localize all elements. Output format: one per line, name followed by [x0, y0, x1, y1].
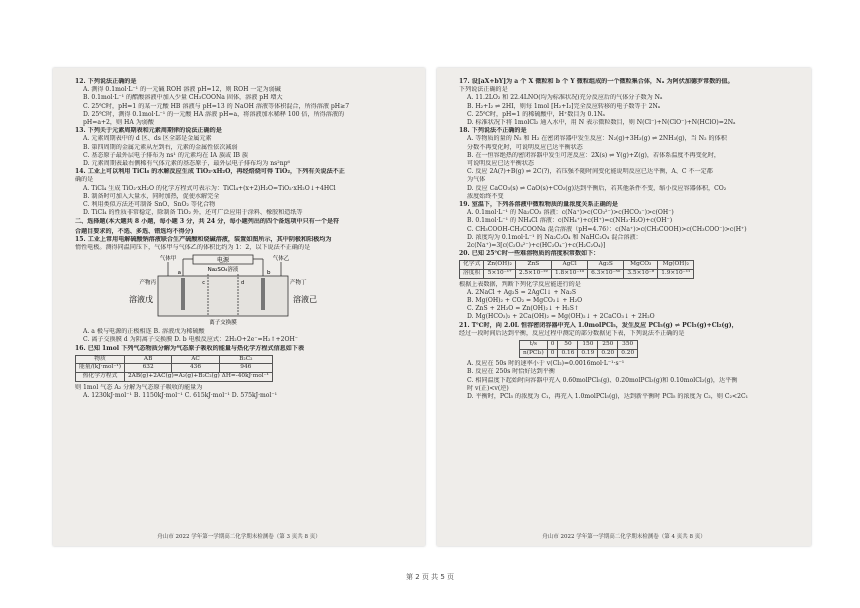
- q13-option-a: A. 元素周期表中的 d 区、ds 区全部是金属元素: [83, 135, 212, 143]
- q18-option-b: B. 在一恒容绝热的密闭容器中发生可逆反应：2X(s) ⇌ Y(g)+Z(g)，若体系温度不再变化时，: [467, 151, 721, 159]
- q17-option-b: B. H₂+I₂ ⇌ 2HI，则每 1mol [H₂+I₂]完全反应转移的电子数等于 2Nₐ: [467, 102, 661, 110]
- q21-option-a: A. 反应在 50s 时的速率小于 v(Cl₂)=0.0016mol·L⁻¹·s⁻¹: [467, 360, 625, 368]
- section-2-heading-cont: 合题目要求的，不选、多选、错选均不得分): [75, 227, 194, 235]
- q13-option-d: D. 元素周期表最右侧稀有气体元素的基态原子，最外层电子排布均为 ns²np⁶: [83, 160, 290, 168]
- q12-option-d: D. 25℃时，测得 0.1mol·L⁻¹ 的一元酸 HA 溶液 pH=a，将溶液加水稀释 100 倍，所得溶液的: [83, 110, 345, 118]
- right-exam-page: [437, 68, 811, 546]
- q19-option-b: B. 0.1mol·L⁻¹ 的 NH₄Cl 溶液：c(NH₄⁺)+c(H⁺)=c(NH₃·H₂O)+c(OH⁻): [467, 217, 673, 225]
- q19-option-c: C. CH₃COOH-CH₃COONa 混合溶液（pH=4.76）：c(Na⁺)>c(CH₃COOH)>c(CH₃COO⁻)>c(H⁺): [467, 225, 747, 233]
- product-c-label: 产物丙: [139, 280, 156, 287]
- q18-option-d-cont: 浓度始终不变: [467, 192, 504, 200]
- question-21-cont: 经过一段时间后达到平衡，反应过程中测定的部分数据见下表，下列说法不正确的是: [459, 329, 685, 337]
- q18-option-d: D. 反应 CaCO₃(s) ⇌ CaO(s)+CO₂(g)达到平衡后，若其他条件不变，缩小反应容器体积，CO₂: [467, 184, 727, 192]
- q20-option-c: C. ZnS + 2H₂O = Zn(OH)₂↓ + H₂S↑: [467, 305, 580, 313]
- q20-option-b: B. Mg(OH)₂ + CO₂ = MgCO₃↓ + H₂O: [467, 297, 583, 305]
- q14-option-d: D. TiCl₄ 的性质非常稳定，除制备 TiO₂ 外，还可广泛应用于涂料、橡胶和造纸等: [83, 209, 303, 217]
- product-d-label: 产物丁: [290, 280, 307, 287]
- q18-option-c-cont: 为气体: [467, 176, 486, 184]
- electrode-b-label: b: [267, 270, 271, 277]
- question-13: 13. 下列关于元素周期表和元素周期律的说法正确的是: [75, 127, 222, 135]
- q15-options-ab: A. a 极与电源的正极相连 B. 溶液戊为稀硫酸: [83, 328, 205, 336]
- q20-option-a: A. 2NaCl + Ag₂S = 2AgCl↓ + Na₂S: [467, 288, 577, 296]
- q17-option-d: D. 标准状况下将 1molCl₂ 通入水中，用 N 表示微粒数目，则 N(Cl⁻)+N(ClO⁻)+N(HClO)=2Nₐ: [467, 119, 736, 127]
- bond-energy-table: [75, 355, 273, 382]
- right-page-footer: 舟山市 2022 学年第一学期高二化学期末检测卷（第 4 页共 8 页）: [542, 534, 706, 540]
- question-20: 20. 已知 25℃时一些难溶物质的溶度积常数如下：: [459, 250, 600, 258]
- q18-option-c: C. 反应 2A(?)+B(g) ⇌ 2C(?)，若压强不随时间变化能说明反应已达平衡，A、C 不一定都: [467, 168, 713, 176]
- q19-option-a: A. 0.1mol·L⁻¹ 的 Na₂CO₃ 溶液：c(Na⁺)>c(CO₃²⁻)>c(HCO₃⁻)>c(OH⁻): [467, 209, 674, 217]
- question-16-cont: 则 1mol 气态 A₂ 分解为气态原子吸收的能量为: [75, 383, 203, 391]
- q16-options: A. 1230kJ·mol⁻¹ B. 1150kJ·mol⁻¹ C. 615kJ·mol⁻¹ D. 575kJ·mol⁻¹: [83, 391, 278, 399]
- table-row: 热化学方程式 2AB(g)+2AC(g)=A₂(g)+B₂C₂(g) ΔH=-40kJ·mol⁻¹: [76, 373, 273, 382]
- q21-option-b: B. 反应在 250s 时恰好达到平衡: [467, 368, 555, 376]
- question-21: 21. T℃时，向 2.0L 恒容密闭容器中充入 1.0molPCl₅，发生反应 PCl₅(g) ⇌ PCl₃(g)+Cl₂(g)，: [459, 321, 738, 329]
- question-15: 15. 工业上常用电解硫酸钠溶液联合生产硫酸和烧碱溶液，装置如图所示，其中阴极和阳极均为: [75, 235, 332, 243]
- left-page-content: [75, 78, 411, 400]
- question-12: 12. 下列说法正确的是: [75, 78, 137, 85]
- q17-option-a: A. 11.2LO₂ 和 22.4LNO(均为标准状况)充分反应后的气体分子数为 Nₐ: [467, 94, 663, 102]
- membrane-d-label: d: [241, 280, 245, 287]
- page-number: 第 2 页 共 5 页: [405, 573, 455, 581]
- membrane-label: 离子交换膜: [209, 320, 237, 327]
- q15-options-cd: C. 离子交换膜 d 为阴离子交换膜 D. b 电极反应式：2H₂O+2e⁻=H₂↑+2OH⁻: [83, 336, 299, 344]
- question-16: 16. 已知 1mol 下列气态物质分解为气态原子吸收的能量与热化学方程式信息如下表: [75, 344, 305, 352]
- q21-option-c: C. 相同温度下起始时向容器中充入 0.60molPCl₅(g)、0.20molPCl₃(g)和 0.10molCl₂(g)，达平衡: [467, 376, 738, 384]
- question-14-cont: 确的是: [75, 176, 94, 184]
- q21-option-d: D. 平衡时，PCl₅ 的浓度为 C₁，再充入 1.0molPCl₅(g)，达到新平衡时 PCl₅ 的浓度为 C₂，则 C₂<2C₁: [467, 393, 749, 401]
- table-row: 化学式 Zn(OH)₂ ZnS AgCl Ag₂S MgCO₃ Mg(OH)₂: [460, 261, 694, 270]
- question-14: 14. 工业上可以利用 TiCl₄ 的水解反应生成 TiO₂·xH₂O，再经焙烧可得 TiO₂，下列有关说法不正: [75, 168, 345, 176]
- table-row: t/s 0 50 150 250 350: [520, 341, 638, 350]
- table-row: n(PCl₃) 0 0.16 0.19 0.20 0.20: [520, 349, 638, 358]
- q14-option-a: A. TiCl₄ 生成 TiO₂·xH₂O 的化学方程式可表示为：TiCl₄+(x+2)H₂O=TiO₂·xH₂O↓+4HCl: [83, 184, 336, 192]
- membrane-c-label: c: [202, 280, 205, 287]
- left-page-footer: 舟山市 2022 学年第一学期高二化学期末检测卷（第 3 页共 8 页）: [157, 534, 321, 540]
- q12-option-c: C. 25℃时，pH=1 的某一元酸 HB 溶液与 pH=13 的 NaOH 溶液等体积混合，所得溶液 pH≥7: [83, 102, 350, 110]
- q12-option-a: A. 测得 0.1mol·L⁻¹ 的一元碱 ROH 溶液 pH=12，则 ROH 一定为弱碱: [83, 86, 281, 94]
- q18-option-b-cont: 可说明反应已达平衡状态: [467, 160, 535, 168]
- electrode-a-label: a: [177, 270, 181, 277]
- table-row: 能量/(kJ·mol⁻¹) 632 436 946: [76, 364, 273, 373]
- gas-a-label: 气体甲: [159, 256, 177, 263]
- solution-f-label: 溶液己: [293, 295, 317, 305]
- right-page-content: [459, 78, 797, 401]
- q12-option-b: B. 0.1mol·L⁻¹ 的醋酸溶液中加入少量 CH₃COONa 固体，溶液 pH 增大: [83, 94, 283, 102]
- q18-option-a: A. 等物质的量的 N₂ 和 H₂ 在密闭容器中发生反应：N₂(g)+3H₂(g) ⇌ 2NH₃(g)，当 N₂ 的体积: [467, 135, 727, 143]
- left-exam-page: [53, 68, 425, 546]
- electrolyte-label: Na₂SO₄溶液: [207, 267, 239, 274]
- question-17: 17. 设[aX+bY]为 a 个 X 微粒和 b 个 Y 微粒组成的一个微粒集合体，Nₐ 为阿伏加德罗常数的值。: [459, 78, 734, 85]
- q13-option-b: B. 第四周期的金属元素从左到右，元素的金属性依次减弱: [83, 143, 238, 151]
- q20-option-d: D. Mg(HCO₃)₂ + 2Ca(OH)₂ = Mg(OH)₂↓ + 2CaCO₃↓ + 2H₂O: [467, 313, 655, 321]
- table-row: 溶度积 5×10⁻¹⁷ 2.5×10⁻²² 1.8×10⁻¹⁰ 6.3×10⁻⁵⁰ 3.5×10⁻⁸ 1.9×10⁻¹¹: [460, 270, 694, 279]
- q17-option-c: C. 25℃时，pH=1 的稀硫酸中，H⁺数目为 0.1Nₐ: [467, 110, 605, 118]
- question-20-cont: 根据上表数据，判断下列化学反应能进行的是: [459, 280, 581, 288]
- q13-option-c: C. 基态原子最外层电子排布为 ns¹ 的元素均在 IA 族或 IB 族: [83, 151, 249, 159]
- q21-option-c-cont: 时 v(正)<v(逆): [467, 384, 509, 392]
- q12-option-d-cont: pH=a+2，则 HA 为弱酸: [83, 119, 154, 127]
- q18-option-a-cont: 分数不再变化时，可说明反应已达平衡状态: [467, 143, 583, 151]
- question-18: 18. 下列说法不正确的是: [459, 127, 527, 135]
- pcl3-table: [519, 340, 638, 358]
- gas-b-label: 气体乙: [272, 256, 290, 263]
- ksp-table: [459, 260, 694, 278]
- question-19: 19. 室温下，下列各溶液中微粒物质的量浓度关系正确的是: [459, 201, 618, 209]
- q14-option-b: B. 制备时可加入大量水，同时加热，促使水解完全: [83, 192, 220, 200]
- table-row: 物质 AB AC B₂C₂: [76, 355, 273, 364]
- q19-option-d: D. 浓度均为 0.1mol·L⁻¹ 的 Na₂C₂O₄ 和 NaHC₂O₄ 混合溶液：: [467, 233, 642, 241]
- question-17-cont: 下列说法正确的是: [459, 86, 508, 94]
- q14-option-c: C. 利用类似方法还可制备 SnO、SnO₂ 等化合物: [83, 201, 216, 209]
- solution-e-label: 溶液戊: [129, 295, 153, 305]
- electrolysis-apparatus-diagram: [113, 254, 333, 326]
- section-2-heading: 二、选择题(本大题共 8 小题，每小题 3 分，共 24 分，每小题列出的四个备选项中只有一个是符: [75, 218, 340, 226]
- question-15-cont: 惰性电极。测得同温同压下，气体甲与气体乙的体积比约为 1：2，以下说法不正确的是: [75, 244, 311, 252]
- power-label: 电源: [216, 257, 230, 265]
- q19-option-d-cont: 2c(Na⁺)=3[c(C₂O₄²⁻)+c(HC₂O₄⁻)+c(H₂C₂O₄)]: [467, 242, 606, 250]
